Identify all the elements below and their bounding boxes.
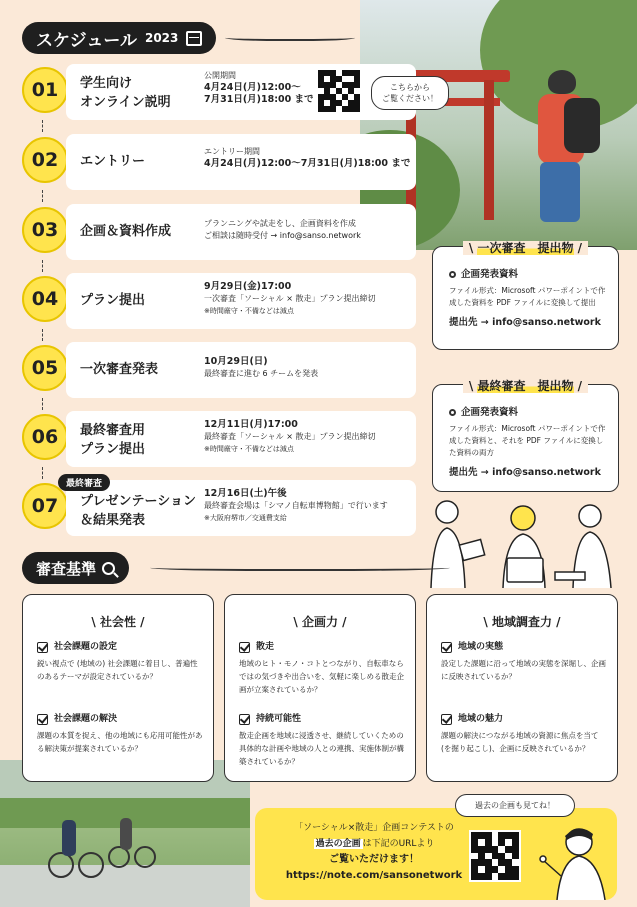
criteria-item-desc: 地域のヒト・モノ・コトとつながり、自転車ならではの気づきや出合いを、気軽に楽しめる散走企画が立案されているか？	[239, 659, 404, 694]
cta-line: 「ソーシャル×散走」企画コンテストの	[294, 823, 454, 833]
criteria-item	[37, 713, 203, 755]
detail-date: 7月31日(月)18:00 まで	[204, 94, 314, 105]
step-number: 06	[22, 414, 68, 460]
riverside-cyclists-photo	[0, 760, 250, 907]
step-title: 最終審査用 プラン提出	[80, 423, 146, 457]
detail-note: ※大阪府堺市／交通費支給	[204, 514, 287, 522]
submission-card-first	[432, 241, 619, 350]
detail-date: 12月11日(月)17:00	[204, 419, 298, 430]
submission-item: 企画発表資料	[449, 269, 608, 281]
step-title: 企画＆資料作成	[80, 224, 172, 239]
detail-date: 4月24日(月)12:00〜	[204, 82, 301, 93]
step-card	[66, 342, 416, 398]
step-number: 03	[22, 207, 68, 253]
submission-body	[449, 407, 608, 479]
criteria-title: 審査基準	[36, 559, 97, 578]
criteria-item	[441, 641, 607, 683]
step-02	[22, 134, 416, 190]
detail-note: ※時間厳守・不備などは減点	[204, 445, 294, 453]
detail-label: 公開期間	[204, 71, 236, 80]
criteria-item-desc: 鋭い視点で (地域の) 社会課題に着目し、普遍性のあるテーマが設定されているか？	[37, 659, 198, 681]
schedule-heading	[22, 22, 216, 54]
cta-text	[269, 820, 479, 884]
step-number: 01	[22, 67, 68, 113]
submission-heading-text: 最終審査 提出物	[477, 379, 574, 393]
step-number: 02	[22, 137, 68, 183]
step-title: 一次審査発表	[80, 362, 159, 377]
submission-contact[interactable]: 提出先 → info@sanso.network	[449, 467, 601, 478]
detail-text: 一次審査「ソーシャル × 散走」プラン提出締切	[204, 294, 376, 303]
step-card	[66, 273, 416, 329]
dashed-arrow	[42, 398, 44, 410]
submission-contact[interactable]: 提出先 → info@sanso.network	[449, 317, 601, 328]
criteria-item-desc: 課題の解決につながる地域の資源に焦点を当て (を掘り起こし)、企画に反映されているか？	[441, 731, 599, 753]
squiggle-line	[150, 563, 450, 571]
criteria-item-title: 社会課題の設定	[54, 642, 118, 652]
step-title: プラン提出	[80, 293, 146, 308]
step-card	[66, 204, 416, 260]
detail-note: ※時間厳守・不備などは減点	[204, 307, 294, 315]
detail-contact: ご相談は随時受付 → info@sanso.network	[204, 231, 361, 240]
checkbox-icon	[239, 642, 250, 653]
step-06	[22, 411, 416, 467]
checkbox-icon	[441, 642, 452, 653]
step-detail	[204, 419, 375, 455]
criteria-item	[239, 641, 405, 696]
criteria-item-desc: 設定した課題に沿って地域の実態を深堀し、企画に反映されているか？	[441, 659, 606, 681]
step-title: プレゼンテーション ＆結果発表	[80, 494, 196, 528]
qr-speech-bubble: こちらから ご覧ください！	[371, 76, 449, 110]
criteria-column-heading: \ 企画力 /	[293, 615, 347, 629]
submission-desc: ファイル形式：Microsoft パワーポイントで作成した資料を PDF ファイルに変換して提出	[449, 286, 606, 307]
dashed-arrow	[42, 329, 44, 341]
step-number: 05	[22, 345, 68, 391]
criteria-item-desc: 散走企画を地域に浸透させ、継続していくための具体的な計画や地域の人との連携、実施体制が構築されているか？	[239, 731, 404, 766]
criteria-card-planning	[224, 594, 416, 782]
step-card	[66, 411, 416, 467]
criteria-item	[37, 641, 203, 683]
squiggle-line	[225, 33, 355, 41]
past-projects-cta	[255, 808, 617, 900]
checkbox-icon	[37, 642, 48, 653]
criteria-item-title: 地域の実態	[458, 642, 504, 652]
checkbox-icon	[441, 714, 452, 725]
step-title: エントリー	[80, 154, 146, 169]
detail-text: プランニングや試走をし、企画資料を作成	[204, 219, 356, 228]
criteria-heading	[22, 552, 129, 584]
submission-item: 企画発表資料	[449, 407, 608, 419]
schedule-title: スケジュール	[36, 30, 137, 51]
qr-code-icon[interactable]	[316, 68, 362, 114]
submission-heading: \ 一次審査 提出物 /	[433, 239, 618, 256]
submission-card-final	[432, 379, 619, 492]
step-01	[22, 64, 416, 120]
criteria-item-desc: 課題の本質を捉え、他の地域にも応用可能性がある解決策が提案されているか？	[37, 731, 203, 753]
detail-date: 4月24日(月)12:00〜7月31日(月)18:00 まで	[204, 158, 411, 169]
detail-date: 9月29日(金)17:00	[204, 281, 292, 292]
final-review-badge: 最終審査	[58, 474, 110, 491]
submission-desc: ファイル形式：Microsoft パワーポイントで作成した資料と、それを PDF ファイルに変換した資料の両方	[449, 424, 606, 457]
team-illustration	[425, 498, 620, 590]
criteria-card-research	[426, 594, 618, 782]
criteria-card-social	[22, 594, 214, 782]
step-05	[22, 342, 416, 398]
checkbox-icon	[239, 714, 250, 725]
detail-date: 12月16日(土)午後	[204, 488, 287, 499]
criteria-item-title: 持続可能性	[256, 714, 302, 724]
step-title: 学生向け オンライン説明	[80, 76, 171, 110]
criteria-item-title: 地域の魅力	[458, 714, 504, 724]
dashed-arrow	[42, 120, 44, 132]
step-card	[66, 64, 416, 120]
detail-text: 最終審査会場は「シマノ自転車博物館」で行います	[204, 501, 388, 510]
criteria-item	[441, 713, 607, 755]
cta-line: ご覧いただけます！	[329, 854, 419, 865]
cta-speech-bubble: 過去の企画も見てね！	[455, 794, 575, 817]
criteria-column-heading: \ 社会性 /	[91, 615, 145, 629]
detail-date: 10月29日(日)	[204, 356, 268, 367]
criteria-item-title: 散走	[256, 642, 275, 652]
step-number: 04	[22, 276, 68, 322]
dashed-arrow	[42, 190, 44, 202]
pointing-person-illustration	[535, 816, 615, 900]
criteria-item-title: 社会課題の解決	[54, 714, 118, 724]
search-icon	[102, 562, 115, 575]
cta-line: は下記のURLより	[362, 839, 435, 849]
schedule-year: 2023	[144, 31, 179, 45]
calendar-icon	[186, 31, 202, 46]
criteria-item	[239, 713, 405, 768]
qr-code-icon[interactable]	[469, 830, 521, 882]
cyclist-figure	[530, 70, 590, 230]
step-detail	[204, 488, 388, 524]
step-number: 07	[22, 483, 68, 529]
checkbox-icon	[37, 714, 48, 725]
step-detail	[204, 218, 361, 242]
criteria-column-heading: \ 地域調査力 /	[483, 615, 561, 629]
detail-text: 最終審査に進む 6 チームを発表	[204, 369, 319, 378]
cta-highlight: 過去の企画	[315, 839, 361, 849]
step-detail	[204, 281, 375, 317]
step-04	[22, 273, 416, 329]
submission-body	[449, 269, 608, 329]
step-03	[22, 204, 416, 260]
detail-label: エントリー期間	[204, 147, 260, 156]
cta-url-link[interactable]: https://note.com/sansonetwork	[285, 870, 463, 881]
step-detail	[204, 356, 318, 380]
step-detail	[204, 70, 314, 106]
submission-heading-text: 一次審査 提出物	[477, 241, 574, 255]
detail-text: 最終審査「ソーシャル × 散走」プラン提出締切	[204, 432, 376, 441]
step-card	[66, 134, 416, 190]
step-detail	[204, 146, 410, 170]
submission-heading: \ 最終審査 提出物 /	[433, 377, 618, 394]
dashed-arrow	[42, 467, 44, 479]
step-card	[66, 480, 416, 536]
dashed-arrow	[42, 260, 44, 272]
